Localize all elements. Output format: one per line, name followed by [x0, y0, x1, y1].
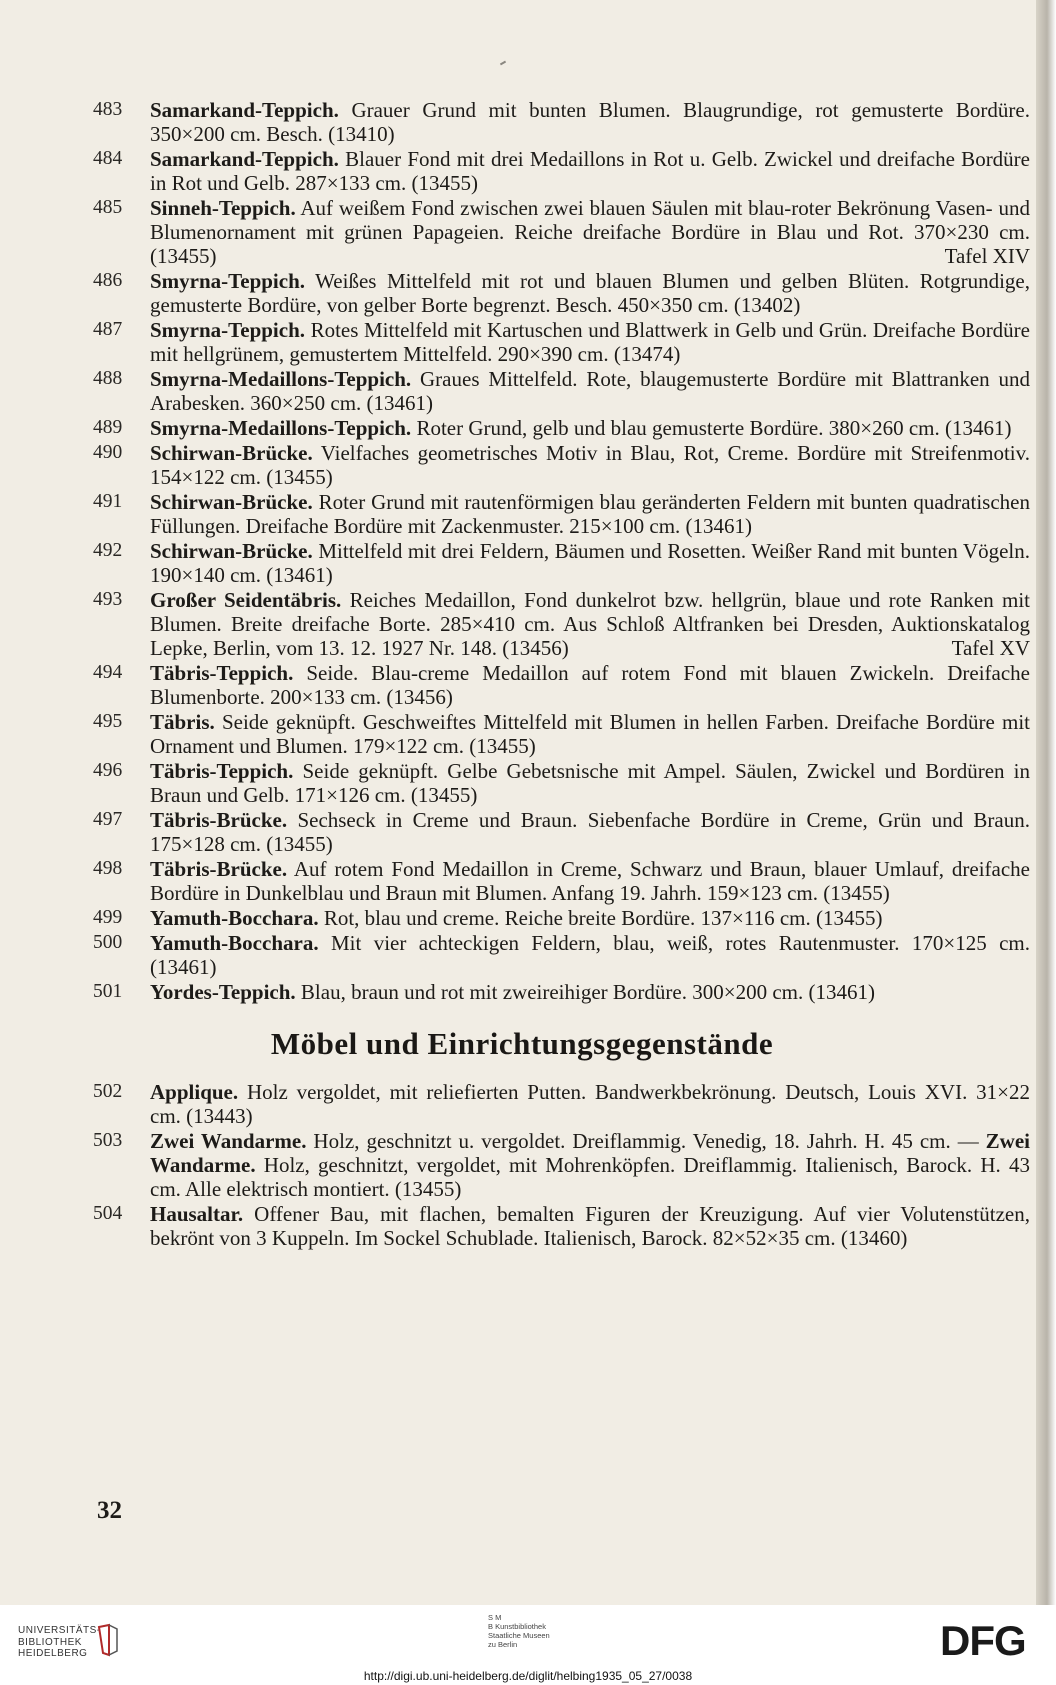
lot-description [150, 710, 1030, 758]
lot-title: Täbris-Teppich. [150, 759, 294, 783]
list-item [0, 196, 1044, 268]
uni-line: HEIDELBERG [18, 1648, 88, 1659]
kunstbibliothek-stamp [488, 1613, 588, 1649]
lot-description [150, 416, 1030, 440]
lot-number: 493 [93, 589, 123, 610]
lot-text: Holz, geschnitzt, vergoldet, mit Mohrenköpfen. Dreiflammig. Italienisch, Barock. H. 43 cm. Alle elektrisch montiert. (13455) [150, 1153, 1030, 1201]
entries-list [0, 98, 1044, 1251]
list-item [0, 710, 1044, 758]
lot-number: 489 [93, 417, 123, 438]
lot-title: Smyrna-Teppich. [150, 269, 306, 293]
lot-number: 502 [93, 1081, 123, 1102]
lot-text: Vielfaches geometrisches Motiv in Blau, Rot, Creme. Bordüre mit Streifenmotiv. 154×122 cm. (13455) [150, 441, 1030, 489]
lot-number: 494 [93, 662, 123, 683]
lot-number: 484 [93, 148, 123, 169]
lot-text: Auf rotem Fond Medaillon in Creme, Schwarz und Braun, blauer Umlauf, dreifache Bordüre in Dunkelblau und Braun mit Blumen. Anfang 19. Jahrh. 159×123 cm. (13455) [150, 857, 1030, 905]
lot-description [150, 367, 1030, 415]
lot-text: Rot, blau und creme. Reiche breite Bordüre. 137×116 cm. (13455) [318, 906, 883, 930]
stamp-line: B Kunstbibliothek [488, 1622, 546, 1631]
page-edge [1036, 0, 1056, 1605]
lot-title: Schirwan-Brücke. [150, 490, 313, 514]
dfg-logo[interactable]: DFG [940, 1617, 1026, 1664]
lot-description [150, 857, 1030, 905]
lot-number: 497 [93, 809, 123, 830]
rug-entries [0, 98, 1044, 1004]
lot-description [150, 980, 1030, 1004]
lot-title: Hausaltar. [150, 1202, 244, 1226]
lot-title: Täbris. [150, 710, 215, 734]
plate-reference: Tafel XV [951, 636, 1030, 660]
lot-number: 495 [93, 711, 123, 732]
lot-text: Seide. Blau-creme Medaillon auf rotem Fond mit blauen Zwickeln. Dreifache Blumenborte. 200×133 cm. (13456) [150, 661, 1030, 709]
lot-text: Grauer Grund mit bunten Blumen. Blaugrundige, rot gemusterte Bordüre. 350×200 cm. Besch. (13410) [150, 98, 1030, 146]
lot-number: 499 [93, 907, 123, 928]
lot-title: Täbris-Brücke. [150, 857, 288, 881]
page-number: 32 [97, 1497, 122, 1524]
lot-text: Seide geknüpft. Geschweiftes Mittelfeld mit Blumen in hellen Farben. Dreifache Bordüre mit Ornament und Blumen. 179×122 cm. (13455) [150, 710, 1030, 758]
lot-text: Auf weißem Fond zwischen zwei blauen Säulen mit blau-roter Bekrönung Vasen- und Blumenornament mit grünen Papageien. Reiche dreifache Bordüre in Blau und Rot. 370×230 cm. (13455) [150, 196, 1030, 268]
list-item [0, 808, 1044, 856]
lot-title: Samarkand-Teppich. [150, 147, 339, 171]
lot-description [150, 147, 1030, 195]
plate-reference: Tafel XIV [944, 244, 1030, 268]
list-item [0, 441, 1044, 489]
lot-text: Blauer Fond mit drei Medaillons in Rot u. Gelb. Zwickel und dreifache Bordüre in Rot und Gelb. 287×133 cm. (13455) [150, 147, 1030, 195]
lot-title: Yamuth-Bocchara. [150, 931, 319, 955]
lot-title: Sinneh-Teppich. [150, 196, 296, 220]
lot-description [150, 490, 1030, 538]
lot-description [150, 318, 1030, 366]
lot-number: 492 [93, 540, 123, 561]
permalink-url[interactable]: http://digi.ub.uni-heidelberg.de/diglit/helbing1935_05_27/0038 [363, 1669, 693, 1683]
stamp-line: zu Berlin [488, 1640, 518, 1649]
lot-text: Blau, braun und rot mit zweireihiger Bordüre. 300×200 cm. (13461) [295, 980, 875, 1004]
section-title: Möbel und Einrichtungsgegenstände [270, 1026, 774, 1061]
list-item [0, 931, 1044, 979]
lot-number: 486 [93, 270, 123, 291]
lot-text: Roter Grund mit rautenförmigen blau geränderten Feldern mit bunten quadratischen Füllungen. Dreifache Bordüre mit Zackenmuster. 215×100 cm. (13461) [150, 490, 1030, 538]
lot-number: 498 [93, 858, 123, 879]
lot-description [150, 931, 1030, 979]
lot-description [150, 539, 1030, 587]
lot-title: Täbris-Brücke. [150, 808, 288, 832]
lot-number: 487 [93, 319, 123, 340]
lot-text: Sechseck in Creme und Braun. Siebenfache Bordüre in Creme, Grün und Braun. 175×128 cm. (13455) [150, 808, 1030, 856]
lot-description [150, 808, 1030, 856]
list-item [0, 1129, 1044, 1201]
stamp-line: S M [488, 1613, 502, 1622]
lot-title: Applique. [150, 1080, 239, 1104]
lot-description [150, 661, 1030, 709]
lot-text: Seide geknüpft. Gelbe Gebetsnische mit Ampel. Säulen, Zwickel und Bordüren in Braun und Gelb. 171×126 cm. (13455) [150, 759, 1030, 807]
lot-description [150, 1202, 1030, 1250]
library-emblem-icon [95, 1623, 121, 1657]
lot-title: Smyrna-Medaillons-Teppich. [150, 367, 412, 391]
lot-title: Yamuth-Bocchara. [150, 906, 319, 930]
list-item [0, 147, 1044, 195]
lot-title: Smyrna-Teppich. [150, 318, 306, 342]
list-item [0, 759, 1044, 807]
lot-title: Zwei Wandarme. [150, 1129, 307, 1153]
lot-text: Rotes Mittelfeld mit Kartuschen und Blattwerk in Gelb und Grün. Dreifache Bordüre mit hellgrünem, gemustertem Mittelfeld. 290×390 cm. (13474) [150, 318, 1030, 366]
footer [0, 1605, 1056, 1685]
lot-number: 500 [93, 932, 123, 953]
furniture-entries [0, 1080, 1044, 1250]
lot-description [150, 441, 1030, 489]
lot-title: Samarkand-Teppich. [150, 98, 339, 122]
stamp-line: Staatliche Museen [488, 1631, 550, 1640]
lot-title: Großer Seidentäbris. [150, 588, 342, 612]
lot-text: Holz vergoldet, mit reliefierten Putten. Bandwerkbekrönung. Deutsch, Louis XVI. 31×22 cm. (13443) [150, 1080, 1030, 1128]
list-item [0, 539, 1044, 587]
list-item [0, 318, 1044, 366]
lot-title: Täbris-Teppich. [150, 661, 294, 685]
lot-description [150, 588, 1030, 660]
lot-text: Reiches Medaillon, Fond dunkelrot bzw. hellgrün, blaue und rote Ranken mit Blumen. Breite dreifache Borte. 285×410 cm. Aus Schloß Altfranken bei Dresden, Auktionskatalog Lepke, Berlin, vom 13. 12. 1927 Nr. 148. (13456) [150, 588, 1031, 660]
lot-title: Schirwan-Brücke. [150, 441, 313, 465]
lot-number: 504 [93, 1203, 123, 1224]
uni-line: BIBLIOTHEK [18, 1636, 82, 1648]
lot-number: 485 [93, 197, 123, 218]
lot-description [150, 269, 1030, 317]
lot-description [150, 196, 1030, 268]
list-item [0, 490, 1044, 538]
lot-text: Holz, geschnitzt u. vergoldet. Dreiflammig. Venedig, 18. Jahrh. H. 45 cm. — [306, 1129, 986, 1153]
lot-text: Roter Grund, gelb und blau gemusterte Bordüre. 380×260 cm. (13461) [411, 416, 1012, 440]
list-item [0, 1202, 1044, 1250]
list-item [0, 857, 1044, 905]
lot-number: 490 [93, 442, 123, 463]
lot-description [150, 98, 1030, 146]
list-item [0, 906, 1044, 930]
lot-text: Mit vier achteckigen Feldern, blau, weiß, rotes Rautenmuster. 170×125 cm. (13461) [150, 931, 1030, 979]
lot-text: Weißes Mittelfeld mit rot und blauen Blumen und gelben Blüten. Rotgrundige, gemusterte Bordüre, von gelber Borte begrenzt. Besch. 450×350 cm. (13402) [150, 269, 1030, 317]
list-item [0, 416, 1044, 440]
lot-number: 491 [93, 491, 123, 512]
uni-line: UNIVERSITÄTS- [18, 1625, 101, 1636]
lot-number: 496 [93, 760, 123, 781]
lot-text: Mittelfeld mit drei Feldern, Bäumen und Rosetten. Weißer Rand mit bunten Vögeln. 190×140 cm. (13461) [150, 539, 1030, 587]
lot-description [150, 759, 1030, 807]
list-item [0, 980, 1044, 1004]
lot-number: 488 [93, 368, 123, 389]
lot-title: Yordes-Teppich. [150, 980, 296, 1004]
lot-text: Offener Bau, mit flachen, bemalten Figuren der Kreuzigung. Auf vier Volutenstützen, bekrönt von 3 Kuppeln. Im Sockel Schublade. Italienisch, Barock. 82×52×35 cm. (13460) [150, 1202, 1030, 1250]
list-item [0, 269, 1044, 317]
list-item [0, 588, 1044, 660]
lot-title: Schirwan-Brücke. [150, 539, 313, 563]
list-item [0, 661, 1044, 709]
lot-title: Smyrna-Medaillons-Teppich. [150, 416, 412, 440]
list-item [0, 1080, 1044, 1128]
lot-number: 501 [93, 981, 123, 1002]
lot-number: 503 [93, 1130, 123, 1151]
lot-description [150, 1080, 1030, 1128]
list-item [0, 98, 1044, 146]
lot-description [150, 906, 1030, 930]
page-mark [500, 61, 506, 66]
lot-title: Zwei Wandarme. [150, 1129, 1030, 1177]
lot-description [150, 1129, 1030, 1201]
list-item [0, 367, 1044, 415]
lot-text: Graues Mittelfeld. Rote, blaugemusterte Bordüre mit Blattranken und Arabesken. 360×250 cm. (13461) [150, 367, 1030, 415]
lot-number: 483 [93, 99, 123, 120]
